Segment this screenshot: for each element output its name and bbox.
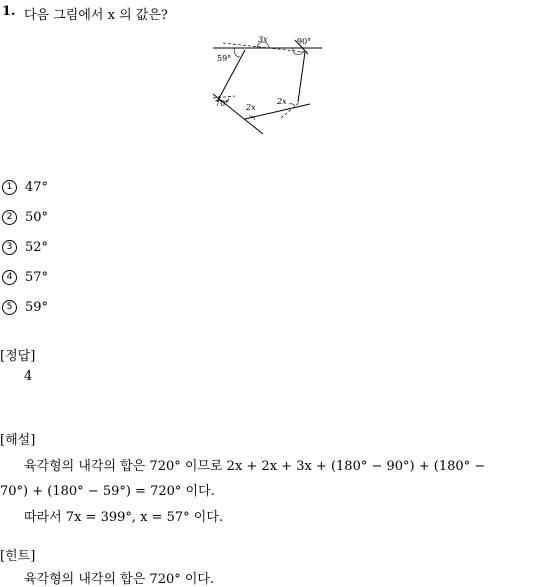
choice-marker: 1 [2, 180, 17, 195]
label-90: 90° [297, 37, 312, 46]
answer-title: [정답] [0, 349, 36, 364]
explanation-title: [해설] [0, 433, 36, 448]
choice-marker: 4 [2, 270, 17, 285]
arc-2x-right [289, 104, 295, 106]
label-70: 70° [215, 99, 230, 108]
choice-2[interactable] [2, 210, 48, 225]
question-number: 1. [2, 4, 16, 19]
choice-marker: 5 [2, 300, 17, 315]
choice-1[interactable] [2, 180, 48, 195]
right-side [298, 52, 305, 102]
explanation-line-2: 70°) + (180° − 59°) = 720° 이다. [0, 484, 215, 499]
choice-3[interactable] [2, 240, 48, 255]
hint-title: [힌트] [0, 549, 36, 564]
choice-4[interactable] [2, 270, 48, 285]
hexagon-diagram [205, 32, 330, 138]
geometry-figure [205, 32, 330, 138]
label-2x-left: 2x [246, 103, 256, 112]
arc-59 [234, 48, 240, 57]
choice-text: 59° [25, 300, 49, 315]
choice-text: 50° [25, 210, 49, 225]
label-3x: 3x [258, 35, 268, 44]
choice-marker: 3 [2, 240, 17, 255]
hint-text: 육각형의 내각의 합은 720° 이다. [24, 572, 215, 587]
choice-5[interactable] [2, 300, 48, 315]
choice-text: 57° [25, 270, 49, 285]
label-59: 59° [217, 54, 232, 63]
answer-value: 4 [24, 369, 33, 384]
label-2x-right: 2x [277, 97, 287, 106]
question-text: 다음 그림에서 x 의 값은? [24, 8, 168, 23]
choice-text: 52° [25, 240, 49, 255]
choice-text: 47° [25, 180, 49, 195]
explanation-line-1: 육각형의 내각의 합은 720° 이므로 2x + 2x + 3x + (180° − 90°) + (180° − [24, 459, 486, 474]
explanation-line-3: 따라서 7x = 399°, x = 57° 이다. [24, 510, 224, 525]
choice-marker: 2 [2, 210, 17, 225]
